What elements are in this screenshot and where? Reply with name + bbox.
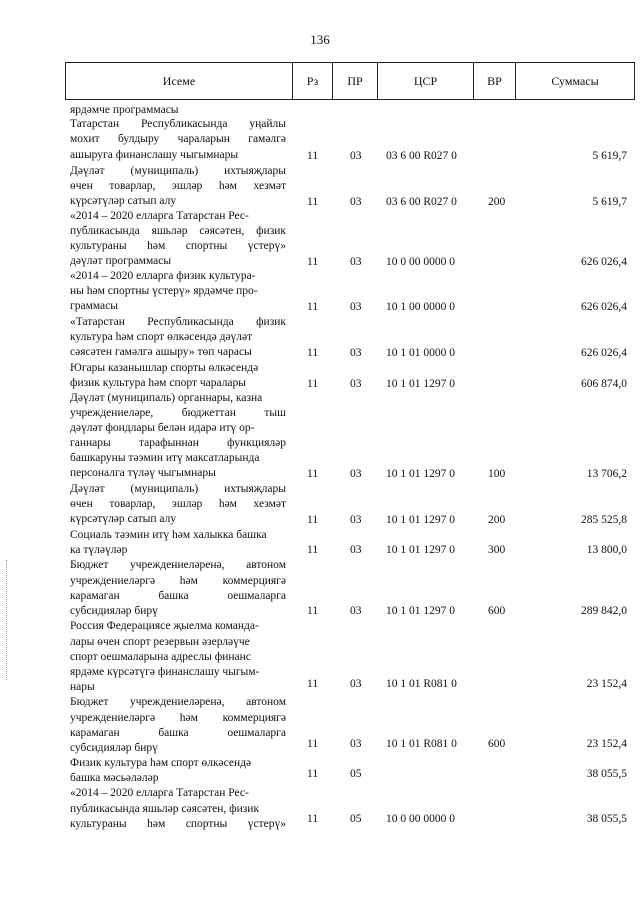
cell-csr: 03 6 00 R027 0 (386, 150, 457, 162)
cell-csr: 10 1 01 R081 0 (386, 738, 457, 750)
name-line: Физик культура һәм спорт өлкәсендә (70, 757, 252, 769)
cell-vr: 600 (488, 738, 506, 750)
name-line: Бюджет учреждениеләренә, автоном (70, 559, 286, 571)
cell-pr: 03 (350, 196, 362, 208)
name-line: Дәүләт (муниципаль) ихтыяҗлары (70, 165, 286, 177)
name-line: карамаган башка оешмаларга (70, 590, 286, 602)
column-header-vr: ВР (473, 63, 515, 99)
cell-csr: 10 1 01 1297 0 (386, 468, 455, 480)
table-header (65, 62, 635, 100)
name-line: ярдәме күрсәтүгә финанслашу чыгым- (70, 666, 260, 678)
cell-sum: 13 800,0 (586, 544, 627, 556)
name-line: «Татарстан Республикасында физик (70, 316, 286, 328)
cell-rz: 11 (307, 544, 319, 556)
name-line: публикасында яшьләр сәясәтен, физик (70, 225, 286, 237)
cell-csr: 10 1 01 1297 0 (386, 605, 455, 617)
margin-marks (6, 560, 10, 680)
name-line: карамаган башка оешмаларга (70, 727, 286, 739)
name-line: ка түләүләр (70, 544, 128, 556)
cell-pr: 03 (350, 347, 362, 359)
cell-pr: 03 (350, 605, 362, 617)
cell-vr: 200 (488, 196, 506, 208)
cell-rz: 11 (307, 196, 319, 208)
cell-sum: 626 026,4 (581, 256, 627, 268)
name-line: субсидияләр бирү (70, 605, 158, 617)
cell-pr: 03 (350, 544, 362, 556)
column-header-csr: ЦСР (377, 63, 473, 99)
cell-vr: 100 (488, 468, 506, 480)
cell-sum: 285 525,8 (581, 514, 627, 526)
cell-pr: 05 (350, 813, 362, 825)
name-line: субсидияләр бирү (70, 742, 158, 754)
cell-csr: 10 1 01 1297 0 (386, 378, 455, 390)
cell-rz: 11 (307, 347, 319, 359)
name-line: спорт оешмаларына адреслы финанс (70, 651, 251, 663)
name-line: Югары казанышлар спорты өлкәсендә (70, 362, 259, 374)
cell-rz: 11 (307, 678, 319, 690)
cell-rz: 11 (307, 813, 319, 825)
name-line: башкаруны тәэмин итү максатларында (70, 452, 260, 464)
cell-rz: 11 (307, 468, 319, 480)
cell-pr: 03 (350, 378, 362, 390)
cell-pr: 03 (350, 301, 362, 313)
cell-csr: 10 0 00 0000 0 (386, 813, 455, 825)
cell-pr: 03 (350, 150, 362, 162)
cell-rz: 11 (307, 514, 319, 526)
name-line: күрсәтүләр сатып алу (70, 195, 177, 207)
name-line: лары өчен спорт резервын әзерләүче (70, 636, 250, 648)
name-line: граммасы (70, 300, 118, 312)
cell-pr: 03 (350, 678, 362, 690)
cell-sum: 38 055,5 (586, 768, 627, 780)
name-line: культураны һәм спортны үстерү» (70, 818, 286, 830)
cell-sum: 626 026,4 (581, 347, 627, 359)
cell-sum: 5 619,7 (592, 196, 627, 208)
name-line: ашыруга финанслашу чыгымнары (70, 149, 239, 161)
name-line: «2014 – 2020 елларга Татарстан Рес- (70, 787, 249, 799)
name-line: ярдәмче программасы (70, 104, 179, 116)
name-line: өчен товарлар, эшләр һәм хезмәт (70, 180, 286, 192)
cell-csr: 10 1 01 1297 0 (386, 544, 455, 556)
cell-sum: 289 842,0 (581, 605, 627, 617)
name-line: ны һәм спортны үстерү» ярдәмче про- (70, 285, 258, 297)
cell-pr: 03 (350, 738, 362, 750)
name-line: Дәүләт (муниципаль) органнары, казна (70, 392, 263, 404)
name-line: публикасында яшьләр сәясәтен, физик (70, 803, 260, 815)
cell-csr: 10 1 01 R081 0 (386, 678, 457, 690)
cell-csr: 10 1 00 0000 0 (386, 301, 455, 313)
name-line: дәүләт фондлары белән идарә итү ор- (70, 422, 255, 434)
name-line: Социаль тәэмин итү һәм халыкка башка (70, 529, 267, 541)
cell-pr: 05 (350, 768, 362, 780)
name-line: учреждениеләргә һәм коммерциягә (70, 575, 286, 587)
column-header-sum: Суммасы (515, 63, 634, 99)
cell-sum: 13 706,2 (586, 468, 627, 480)
cell-csr: 10 1 01 1297 0 (386, 514, 455, 526)
cell-rz: 11 (307, 605, 319, 617)
cell-csr: 10 1 01 0000 0 (386, 347, 455, 359)
cell-rz: 11 (307, 768, 319, 780)
cell-rz: 11 (307, 301, 319, 313)
cell-sum: 23 152,4 (586, 738, 627, 750)
cell-sum: 23 152,4 (586, 678, 627, 690)
cell-pr: 03 (350, 468, 362, 480)
cell-sum: 626 026,4 (581, 301, 627, 313)
column-header-pr: ПР (332, 63, 377, 99)
cell-csr: 10 0 00 0000 0 (386, 256, 455, 268)
name-line: учреждениеләре, бюджеттан тыш (70, 407, 286, 419)
name-line: күрсәтүләр сатып алу (70, 513, 177, 525)
name-line: башка мәсьәләләр (70, 772, 159, 784)
name-line: культура һәм спорт өлкәсендә дәүләт (70, 331, 253, 343)
name-line: Россия Федерациясе җыелма команда- (70, 620, 259, 632)
name-line: учреждениеләргә һәм коммерциягә (70, 712, 286, 724)
column-header-rz: Рз (292, 63, 332, 99)
cell-sum: 5 619,7 (592, 150, 627, 162)
cell-vr: 200 (488, 514, 506, 526)
name-line: «2014 – 2020 елларга физик культура- (70, 270, 256, 282)
name-line: «2014 – 2020 елларга Татарстан Рес- (70, 210, 249, 222)
name-line: сәясәтен гамәлгә ашыру» төп чарасы (70, 346, 252, 358)
name-line: физик культура һәм спорт чаралары (70, 377, 247, 389)
page-number: 136 (310, 32, 330, 47)
cell-vr: 600 (488, 605, 506, 617)
cell-rz: 11 (307, 150, 319, 162)
name-line: культураны һәм спортны үстерү» (70, 240, 286, 252)
cell-pr: 03 (350, 514, 362, 526)
name-line: өчен товарлар, эшләр һәм хезмәт (70, 498, 286, 510)
cell-pr: 03 (350, 256, 362, 268)
column-header-name: Исеме (162, 73, 196, 88)
cell-rz: 11 (307, 738, 319, 750)
name-line: Татарстан Республикасында уңайлы (70, 118, 286, 130)
cell-sum: 606 874,0 (581, 378, 627, 390)
cell-csr: 03 6 00 R027 0 (386, 196, 457, 208)
name-line: мохит булдыру чараларын гамәлгә (70, 133, 286, 145)
cell-rz: 11 (307, 256, 319, 268)
name-line: ганнары тарафыннан функцияләр (70, 437, 286, 449)
name-line: нары (70, 681, 95, 693)
name-line: Дәүләт (муниципаль) ихтыяҗлары (70, 483, 286, 495)
name-line: Бюджет учреждениеләренә, автоном (70, 696, 286, 708)
name-line: персоналга түләү чыгымнары (70, 467, 216, 479)
cell-vr: 300 (488, 544, 506, 556)
name-line: дәүләт программасы (70, 255, 172, 267)
cell-sum: 38 055,5 (586, 813, 627, 825)
cell-rz: 11 (307, 378, 319, 390)
